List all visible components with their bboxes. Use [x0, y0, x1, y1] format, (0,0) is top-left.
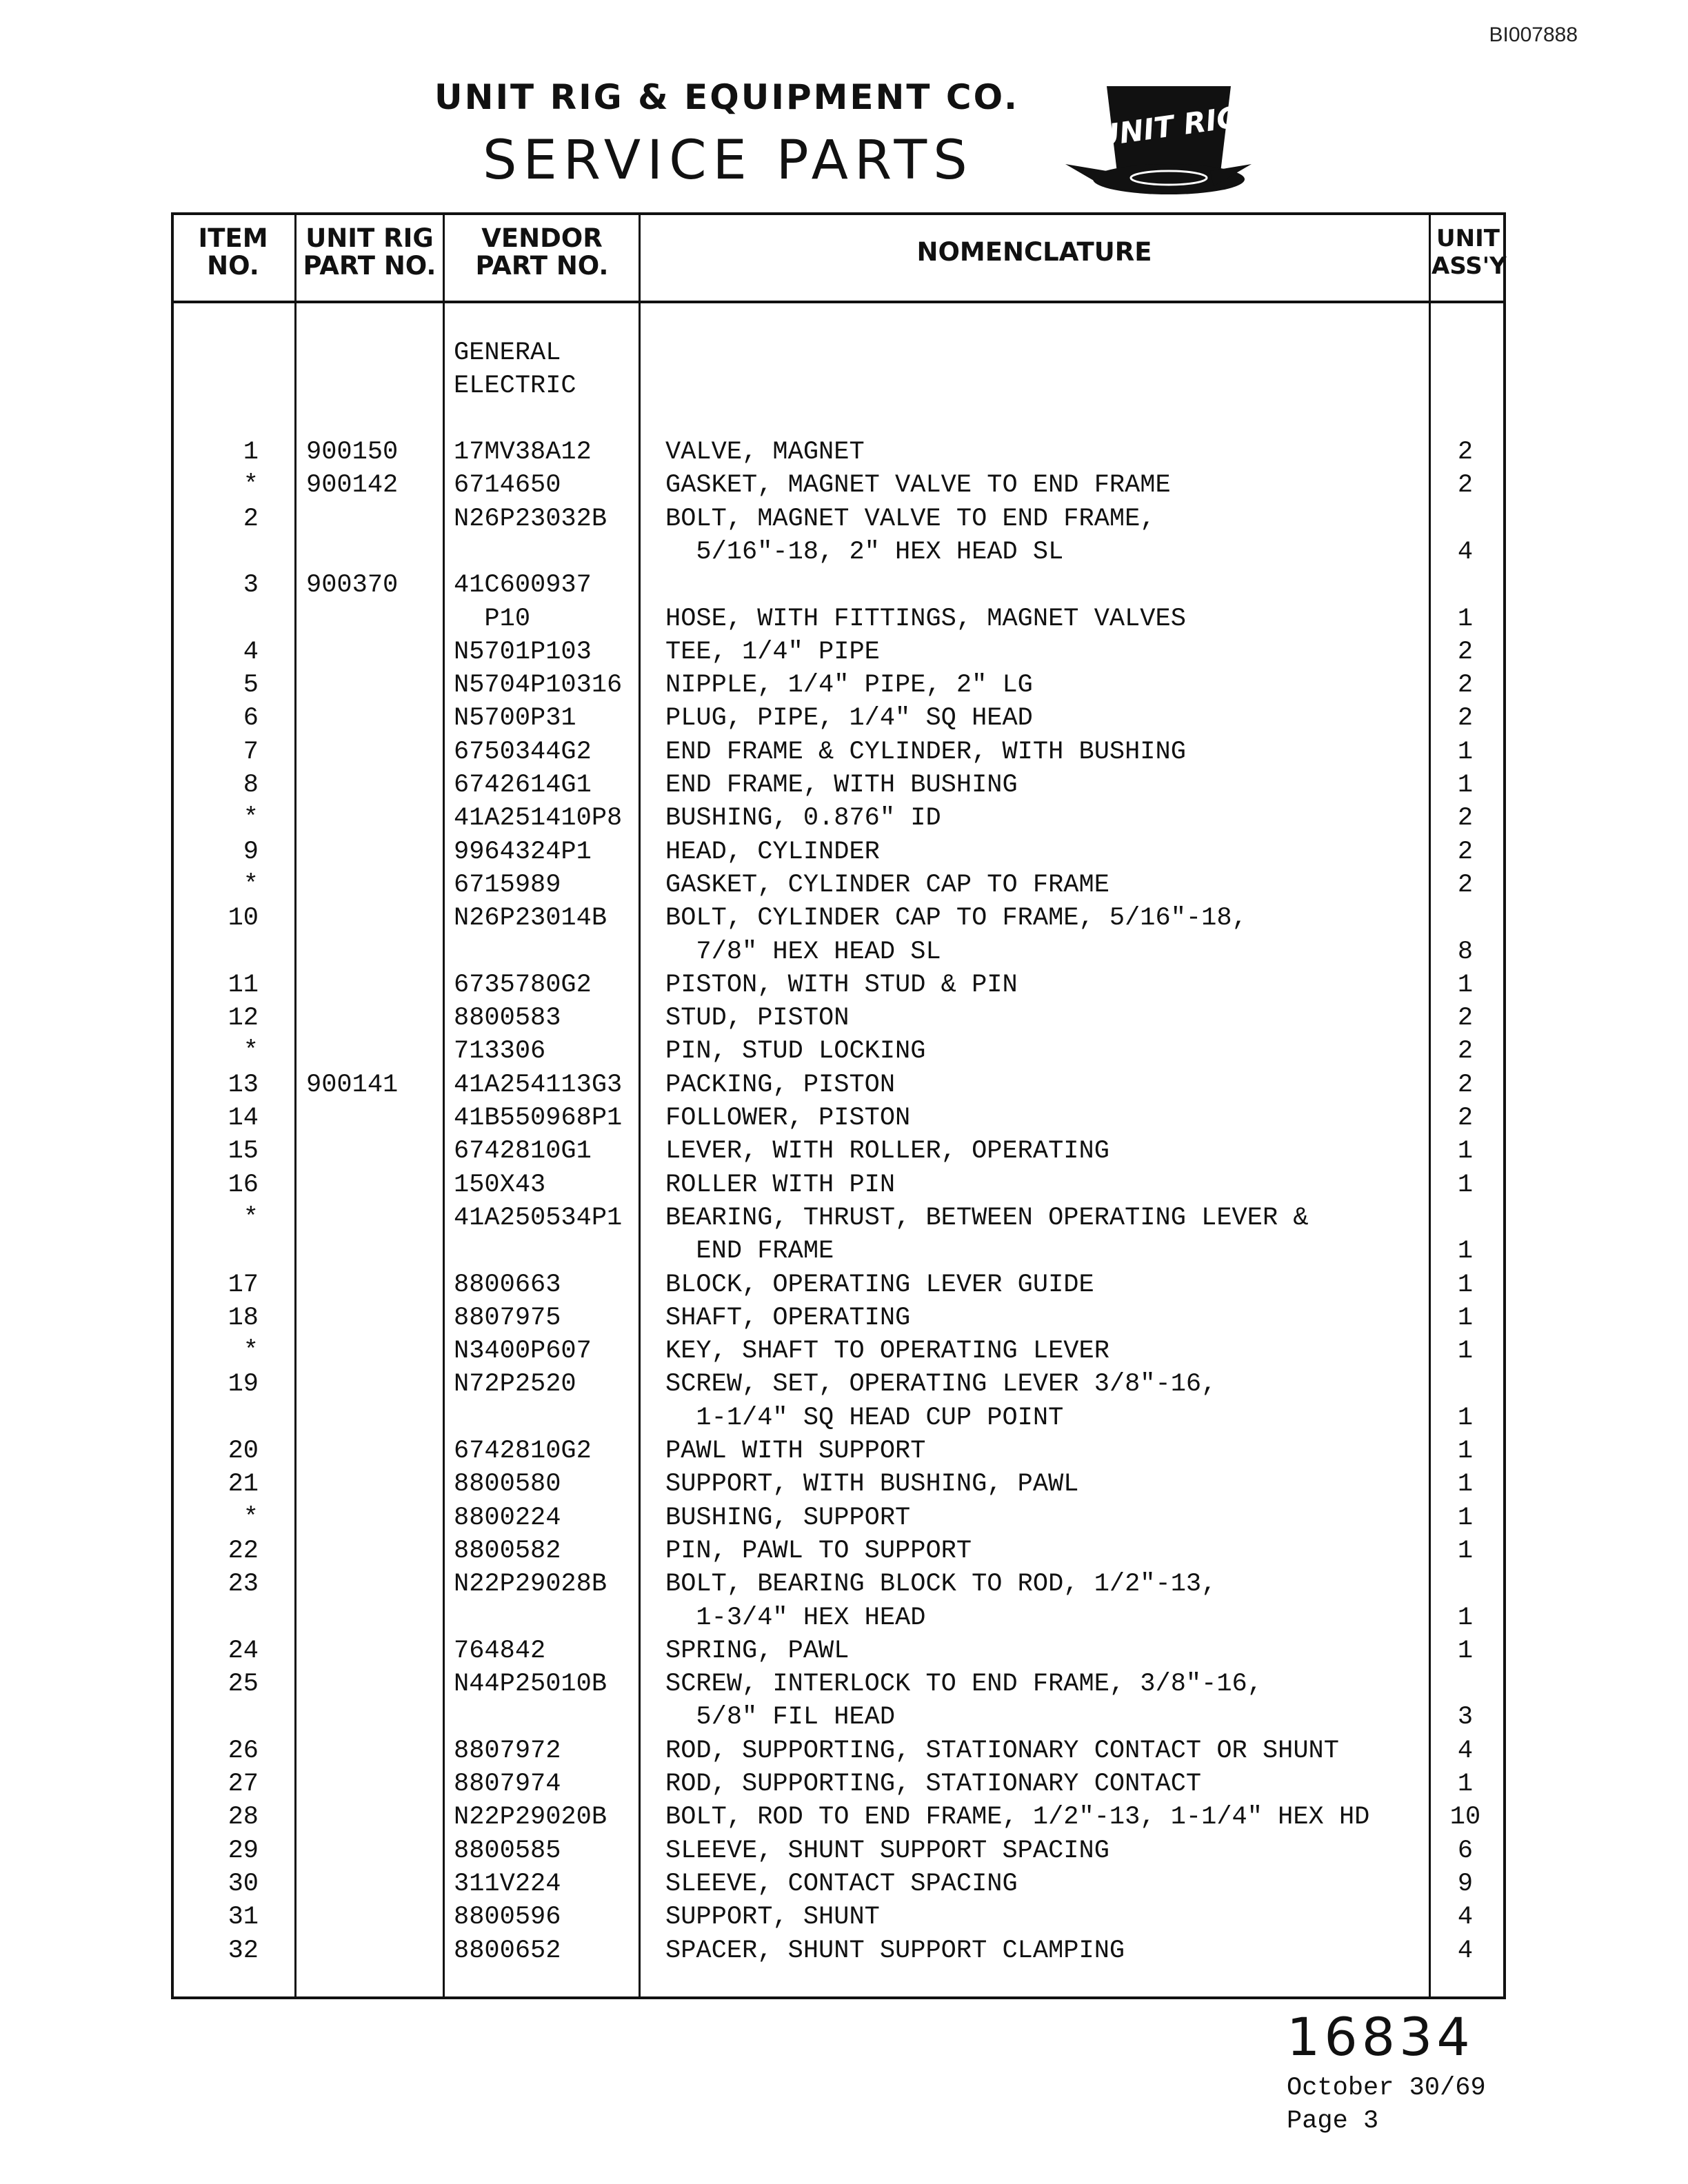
vendor-part-no-cell: N5704P10316	[454, 671, 623, 700]
header-item-no: ITEM NO.	[198, 223, 268, 281]
unit-assy-qty-cell: 2	[1457, 837, 1474, 867]
header-nomenclature: NOMENCLATURE	[916, 237, 1152, 267]
item-no-cell: 10	[228, 904, 259, 933]
vendor-part-no-cell: N5700P31	[454, 704, 576, 734]
unit-assy-qty-cell: 1	[1457, 1536, 1474, 1566]
nomenclature-cell: 7/8" HEX HEAD SL	[665, 937, 941, 967]
unit-assy-qty-cell: 1	[1457, 1470, 1474, 1499]
vendor-part-no-cell: 8807974	[454, 1770, 561, 1799]
nomenclature-cell: PACKING, PISTON	[665, 1070, 896, 1100]
vendor-part-no-cell: 6742810G2	[454, 1437, 592, 1466]
nomenclature-cell: SLEEVE, CONTACT SPACING	[665, 1869, 1018, 1899]
nomenclature-cell: STUD, PISTON	[665, 1004, 850, 1033]
vendor-part-no-cell: 8807972	[454, 1736, 561, 1766]
unit-assy-qty-cell: 1	[1457, 1337, 1474, 1366]
vendor-part-no-cell: N26P23032B	[454, 504, 607, 534]
table-row	[0, 1035, 1688, 1068]
vendor-part-no-cell: 8807975	[454, 1303, 561, 1333]
nomenclature-cell: PIN, STUD LOCKING	[665, 1037, 926, 1066]
item-no-cell: 8	[243, 771, 259, 800]
unit-rig-part-no-cell: 900142	[306, 471, 399, 501]
nomenclature-cell: SCREW, INTERLOCK TO END FRAME, 3/8"-16,	[665, 1670, 1263, 1699]
unit-assy-qty-cell: 1	[1457, 970, 1474, 1000]
nomenclature-cell: KEY, SHAFT TO OPERATING LEVER	[665, 1337, 1109, 1366]
item-no-cell: 31	[228, 1903, 259, 1932]
item-no-cell: 17	[228, 1270, 259, 1300]
vendor-part-no-cell: P10	[454, 604, 531, 634]
table-row	[0, 1502, 1688, 1535]
unit-assy-qty-cell: 1	[1457, 1270, 1474, 1300]
table-row	[0, 469, 1688, 502]
unit-assy-qty-cell: 2	[1457, 671, 1474, 700]
table-row	[0, 1701, 1688, 1734]
vendor-part-no-cell: 9964324P1	[454, 837, 592, 867]
vendor-part-no-cell: 41A250534P1	[454, 1203, 623, 1233]
table-row	[0, 869, 1688, 902]
table-row	[0, 1435, 1688, 1468]
vendor-part-no-cell: 41C600937	[454, 571, 592, 600]
nomenclature-cell: SUPPORT, WITH BUSHING, PAWL	[665, 1470, 1079, 1499]
table-row	[0, 1268, 1688, 1302]
table-row	[0, 1635, 1688, 1668]
unit-rig-part-no-cell: 900370	[306, 571, 399, 600]
item-no-cell: 16	[228, 1170, 259, 1200]
nomenclature-cell: NIPPLE, 1/4" PIPE, 2" LG	[665, 671, 1033, 700]
unit-assy-qty-cell: 1	[1457, 737, 1474, 767]
nomenclature-cell: BUSHING, SUPPORT	[665, 1503, 911, 1533]
nomenclature-cell: 1-3/4" HEX HEAD	[665, 1603, 926, 1632]
unit-assy-qty-cell: 2	[1457, 637, 1474, 667]
nomenclature-cell: PLUG, PIPE, 1/4" SQ HEAD	[665, 704, 1033, 734]
vendor-part-no-cell: N26P23014B	[454, 904, 607, 933]
unit-assy-qty-cell: 8	[1457, 937, 1474, 967]
nomenclature-cell: TEE, 1/4" PIPE	[665, 637, 880, 667]
table-row	[0, 1402, 1688, 1435]
unit-assy-qty-cell: 2	[1457, 471, 1474, 501]
item-no-cell: 14	[228, 1104, 259, 1133]
table-row	[0, 1235, 1688, 1268]
item-no-cell: 22	[228, 1536, 259, 1566]
nomenclature-cell: 1-1/4" SQ HEAD CUP POINT	[665, 1403, 1064, 1433]
item-no-cell: 7	[243, 737, 259, 767]
nomenclature-cell: LEVER, WITH ROLLER, OPERATING	[665, 1137, 1109, 1166]
table-row	[0, 1468, 1688, 1501]
nomenclature-cell: SUPPORT, SHUNT	[665, 1903, 880, 1932]
unit-assy-qty-cell: 1	[1457, 1170, 1474, 1200]
nomenclature-cell: BOLT, BEARING BLOCK TO ROD, 1/2"-13,	[665, 1570, 1217, 1599]
document-date: October 30/69	[1287, 2074, 1486, 2103]
vendor-part-no-cell: 6750344G2	[454, 737, 592, 767]
table-row	[0, 702, 1688, 735]
table-row	[0, 1335, 1688, 1368]
table-row	[0, 1668, 1688, 1701]
unit-assy-qty-cell: 3	[1457, 1703, 1474, 1732]
nomenclature-cell: BOLT, ROD TO END FRAME, 1/2"-13, 1-1/4" HEX HD	[665, 1803, 1370, 1832]
nomenclature-cell: PAWL WITH SUPPORT	[665, 1437, 926, 1466]
unit-assy-qty-cell: 4	[1457, 1736, 1474, 1766]
vendor-part-no-cell: 8800663	[454, 1270, 561, 1300]
item-no-cell: 3	[243, 571, 259, 600]
item-no-cell: 13	[228, 1070, 259, 1100]
item-no-cell: 18	[228, 1303, 259, 1333]
item-no-cell: *	[243, 870, 259, 900]
table-row	[0, 1368, 1688, 1401]
item-no-cell: 19	[228, 1370, 259, 1399]
table-row	[0, 436, 1688, 469]
document-id: BI007888	[1489, 23, 1578, 46]
table-row	[0, 569, 1688, 602]
nomenclature-cell: HOSE, WITH FITTINGS, MAGNET VALVES	[665, 604, 1186, 634]
item-no-cell: 23	[228, 1570, 259, 1599]
table-row	[0, 769, 1688, 802]
table-row	[0, 1002, 1688, 1035]
header-vendor-part-no: VENDOR PART NO.	[475, 223, 609, 281]
nomenclature-cell: FOLLOWER, PISTON	[665, 1104, 911, 1133]
item-no-cell: *	[243, 1203, 259, 1233]
item-no-cell: *	[243, 1337, 259, 1366]
unit-assy-qty-cell: 4	[1457, 1903, 1474, 1932]
nomenclature-cell: PISTON, WITH STUD & PIN	[665, 970, 1018, 1000]
item-no-cell: 30	[228, 1869, 259, 1899]
unit-assy-qty-cell: 2	[1457, 1004, 1474, 1033]
header-unit-assy: UNIT ASS'Y	[1431, 225, 1507, 280]
table-row	[0, 902, 1688, 935]
unit-assy-qty-cell: 1	[1457, 771, 1474, 800]
unit-rig-part-no-cell: 900141	[306, 1070, 399, 1100]
nomenclature-cell: SPRING, PAWL	[665, 1636, 850, 1666]
nomenclature-cell: PIN, PAWL TO SUPPORT	[665, 1536, 972, 1566]
table-row	[0, 536, 1688, 569]
item-no-cell: 27	[228, 1770, 259, 1799]
table-row	[0, 1535, 1688, 1568]
table-row	[0, 836, 1688, 869]
table-row	[0, 1202, 1688, 1235]
unit-assy-qty-cell: 2	[1457, 1070, 1474, 1100]
vendor-name-line: ELECTRIC	[454, 372, 576, 401]
item-no-cell: 9	[243, 837, 259, 867]
unit-assy-qty-cell: 2	[1457, 804, 1474, 833]
unit-assy-qty-cell: 2	[1457, 704, 1474, 734]
vendor-part-no-cell: 8800224	[454, 1503, 561, 1533]
nomenclature-cell: SHAFT, OPERATING	[665, 1303, 911, 1333]
item-no-cell: 11	[228, 970, 259, 1000]
table-row	[0, 1868, 1688, 1901]
table-row	[0, 1302, 1688, 1335]
item-no-cell: 1	[243, 438, 259, 467]
table-row	[0, 1735, 1688, 1768]
nomenclature-cell: BUSHING, 0.876" ID	[665, 804, 941, 833]
table-row	[0, 603, 1688, 636]
unit-assy-qty-cell: 1	[1457, 1303, 1474, 1333]
unit-assy-qty-cell: 4	[1457, 537, 1474, 567]
vendor-part-no-cell: 8800580	[454, 1470, 561, 1499]
table-row	[0, 1834, 1688, 1868]
vendor-part-no-cell: N5701P103	[454, 637, 592, 667]
table-row	[0, 1135, 1688, 1168]
table-row	[0, 736, 1688, 769]
nomenclature-cell: BEARING, THRUST, BETWEEN OPERATING LEVER &	[665, 1203, 1309, 1233]
unit-assy-qty-cell: 1	[1457, 1503, 1474, 1533]
vendor-part-no-cell: 764842	[454, 1636, 546, 1666]
unit-rig-logo	[1065, 83, 1252, 203]
unit-rig-part-no-cell: 900150	[306, 438, 399, 467]
vendor-part-no-cell: 8800583	[454, 1004, 561, 1033]
vendor-part-no-cell: 41A251410P8	[454, 804, 623, 833]
vendor-part-no-cell: N22P29028B	[454, 1570, 607, 1599]
item-no-cell: 20	[228, 1437, 259, 1466]
unit-assy-qty-cell: 9	[1457, 1869, 1474, 1899]
nomenclature-cell: GASKET, CYLINDER CAP TO FRAME	[665, 870, 1109, 900]
unit-assy-qty-cell: 6	[1457, 1836, 1474, 1866]
table-row	[0, 1169, 1688, 1202]
vendor-part-no-cell: 8800585	[454, 1836, 561, 1866]
nomenclature-cell: HEAD, CYLINDER	[665, 837, 880, 867]
unit-assy-qty-cell: 1	[1457, 1403, 1474, 1433]
vendor-part-no-cell: 8800582	[454, 1536, 561, 1566]
vendor-part-no-cell: 8800596	[454, 1903, 561, 1932]
table-row	[0, 1568, 1688, 1601]
unit-assy-qty-cell: 1	[1457, 1237, 1474, 1266]
table-row	[0, 802, 1688, 835]
table-row	[0, 936, 1688, 969]
vendor-part-no-cell: N22P29020B	[454, 1803, 607, 1832]
item-no-cell: *	[243, 471, 259, 501]
item-no-cell: 15	[228, 1137, 259, 1166]
nomenclature-cell: ROLLER WITH PIN	[665, 1170, 896, 1200]
vendor-part-no-cell: 8800652	[454, 1936, 561, 1965]
vendor-part-no-cell: N72P2520	[454, 1370, 576, 1399]
item-no-cell: 12	[228, 1004, 259, 1033]
header-unit-rig-part-no: UNIT RIG PART NO.	[303, 223, 436, 281]
table-row	[0, 503, 1688, 536]
item-no-cell: 21	[228, 1470, 259, 1499]
svg-text:UNIT RIG: UNIT RIG	[1094, 99, 1243, 154]
nomenclature-cell: END FRAME, WITH BUSHING	[665, 771, 1018, 800]
vendor-part-no-cell: 6742810G1	[454, 1137, 592, 1166]
nomenclature-cell: BLOCK, OPERATING LEVER GUIDE	[665, 1270, 1094, 1300]
vendor-part-no-cell: 6714650	[454, 471, 561, 501]
vendor-part-no-cell: 311V224	[454, 1869, 561, 1899]
page-title: SERVICE PARTS	[483, 130, 974, 192]
vendor-part-no-cell: N3400P607	[454, 1337, 592, 1366]
document-number: 16834	[1287, 2006, 1474, 2067]
vendor-part-no-cell: 41A254113G3	[454, 1070, 623, 1100]
unit-assy-qty-cell: 2	[1457, 870, 1474, 900]
table-row	[0, 1768, 1688, 1801]
unit-assy-qty-cell: 2	[1457, 1037, 1474, 1066]
unit-assy-qty-cell: 10	[1449, 1803, 1481, 1832]
vendor-part-no-cell: 150X43	[454, 1170, 546, 1200]
nomenclature-cell: END FRAME	[665, 1237, 834, 1266]
table-row	[0, 636, 1688, 669]
item-no-cell: 5	[243, 671, 259, 700]
vendor-part-no-cell: 6735780G2	[454, 970, 592, 1000]
unit-assy-qty-cell: 1	[1457, 1437, 1474, 1466]
vendor-part-no-cell: N44P25010B	[454, 1670, 607, 1699]
table-row	[0, 1934, 1688, 1968]
item-no-cell: 26	[228, 1736, 259, 1766]
table-row	[0, 1102, 1688, 1135]
item-no-cell: 25	[228, 1670, 259, 1699]
unit-assy-qty-cell: 1	[1457, 1770, 1474, 1799]
unit-assy-qty-cell: 1	[1457, 1137, 1474, 1166]
item-no-cell: *	[243, 1503, 259, 1533]
item-no-cell: 2	[243, 504, 259, 534]
nomenclature-cell: ROD, SUPPORTING, STATIONARY CONTACT OR SHUNT	[665, 1736, 1339, 1766]
unit-assy-qty-cell: 2	[1457, 1104, 1474, 1133]
item-no-cell: 32	[228, 1936, 259, 1965]
table-row	[0, 969, 1688, 1002]
item-no-cell: 28	[228, 1803, 259, 1832]
unit-assy-qty-cell: 2	[1457, 438, 1474, 467]
nomenclature-cell: SLEEVE, SHUNT SUPPORT SPACING	[665, 1836, 1109, 1866]
vendor-part-no-cell: 713306	[454, 1037, 546, 1066]
page-number: Page 3	[1287, 2107, 1379, 2136]
nomenclature-cell: BOLT, MAGNET VALVE TO END FRAME,	[665, 504, 1156, 534]
vendor-part-no-cell: 6715989	[454, 870, 561, 900]
item-no-cell: *	[243, 1037, 259, 1066]
company-name: UNIT RIG & EQUIPMENT CO.	[434, 77, 1020, 117]
nomenclature-cell: 5/8" FIL HEAD	[665, 1703, 896, 1732]
nomenclature-cell: SPACER, SHUNT SUPPORT CLAMPING	[665, 1936, 1125, 1965]
unit-assy-qty-cell: 1	[1457, 604, 1474, 634]
item-no-cell: 4	[243, 637, 259, 667]
vendor-part-no-cell: 17MV38A12	[454, 438, 592, 467]
nomenclature-cell: VALVE, MAGNET	[665, 438, 865, 467]
item-no-cell: 6	[243, 704, 259, 734]
table-row	[0, 669, 1688, 702]
nomenclature-cell: ROD, SUPPORTING, STATIONARY CONTACT	[665, 1770, 1202, 1799]
unit-assy-qty-cell: 1	[1457, 1603, 1474, 1632]
table-row	[0, 1069, 1688, 1102]
nomenclature-cell: 5/16"-18, 2" HEX HEAD SL	[665, 537, 1064, 567]
unit-assy-qty-cell: 1	[1457, 1636, 1474, 1666]
unit-assy-qty-cell: 4	[1457, 1936, 1474, 1965]
item-no-cell: *	[243, 804, 259, 833]
vendor-part-no-cell: 41B550968P1	[454, 1104, 623, 1133]
table-row	[0, 1601, 1688, 1635]
item-no-cell: 24	[228, 1636, 259, 1666]
table-row	[0, 1901, 1688, 1934]
vendor-name-line: GENERAL	[454, 338, 561, 367]
nomenclature-cell: SCREW, SET, OPERATING LEVER 3/8"-16,	[665, 1370, 1217, 1399]
item-no-cell: 29	[228, 1836, 259, 1866]
header-divider	[171, 301, 1506, 303]
nomenclature-cell: BOLT, CYLINDER CAP TO FRAME, 5/16"-18,	[665, 904, 1247, 933]
nomenclature-cell: END FRAME & CYLINDER, WITH BUSHING	[665, 737, 1186, 767]
nomenclature-cell: GASKET, MAGNET VALVE TO END FRAME	[665, 471, 1171, 501]
vendor-part-no-cell: 6742614G1	[454, 771, 592, 800]
table-row	[0, 1801, 1688, 1834]
